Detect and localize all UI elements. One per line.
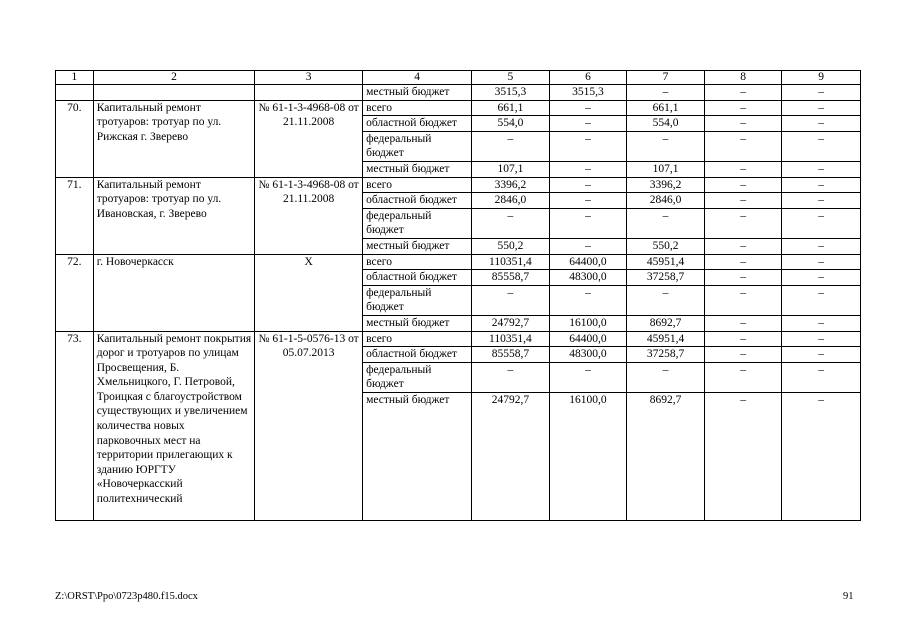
funding-source-cell: областной бюджет — [363, 193, 472, 209]
value-cell: 45951,4 — [627, 331, 705, 347]
value-cell: – — [627, 362, 705, 392]
column-header: 3 — [255, 71, 363, 85]
value-cell: – — [782, 131, 861, 161]
value-cell: 8692,7 — [627, 315, 705, 331]
value-cell: – — [704, 270, 782, 286]
value-cell: – — [782, 85, 861, 101]
table-header-row — [56, 71, 861, 85]
table-row — [56, 254, 861, 270]
value-cell: – — [704, 116, 782, 132]
funding-source-cell: федеральный бюджет — [363, 131, 472, 161]
value-cell: 85558,7 — [472, 270, 550, 286]
value-cell: – — [549, 285, 627, 315]
value-cell: – — [782, 331, 861, 347]
object-name-cell: г. Новочеркасск — [93, 254, 254, 331]
table-row — [56, 100, 861, 116]
value-cell: 37258,7 — [627, 347, 705, 363]
value-cell: – — [627, 131, 705, 161]
value-cell: 85558,7 — [472, 347, 550, 363]
value-cell: – — [782, 161, 861, 177]
value-cell: 110351,4 — [472, 331, 550, 347]
value-cell: – — [704, 100, 782, 116]
funding-source-cell: областной бюджет — [363, 116, 472, 132]
funding-source-cell: местный бюджет — [363, 161, 472, 177]
value-cell: 3396,2 — [472, 177, 550, 193]
value-cell: – — [782, 193, 861, 209]
value-cell: 64400,0 — [549, 331, 627, 347]
value-cell: – — [472, 362, 550, 392]
funding-source-cell: всего — [363, 331, 472, 347]
value-cell: 3515,3 — [549, 85, 627, 101]
value-cell: – — [782, 270, 861, 286]
value-cell: – — [704, 285, 782, 315]
funding-source-cell: областной бюджет — [363, 347, 472, 363]
value-cell: – — [472, 131, 550, 161]
value-cell: – — [549, 238, 627, 254]
value-cell: 45951,4 — [627, 254, 705, 270]
value-cell: – — [704, 392, 782, 520]
value-cell: – — [704, 238, 782, 254]
value-cell: 37258,7 — [627, 270, 705, 286]
value-cell: – — [782, 177, 861, 193]
column-header: 2 — [93, 71, 254, 85]
value-cell: – — [704, 208, 782, 238]
funding-source-cell: местный бюджет — [363, 392, 472, 520]
value-cell: – — [549, 116, 627, 132]
document-number-cell: Х — [255, 254, 363, 331]
value-cell: – — [627, 285, 705, 315]
value-cell: 16100,0 — [549, 392, 627, 520]
column-header: 9 — [782, 71, 861, 85]
value-cell: – — [782, 347, 861, 363]
document-number-cell: № 61-1-5-0576-13 от 05.07.2013 — [255, 331, 363, 520]
value-cell: – — [704, 177, 782, 193]
value-cell: 3515,3 — [472, 85, 550, 101]
value-cell: – — [782, 254, 861, 270]
budget-table — [55, 70, 861, 521]
value-cell: 107,1 — [627, 161, 705, 177]
value-cell: 554,0 — [627, 116, 705, 132]
value-cell: – — [704, 85, 782, 101]
table-row — [56, 331, 861, 347]
value-cell: 24792,7 — [472, 392, 550, 520]
value-cell: 48300,0 — [549, 270, 627, 286]
document-number-cell — [255, 85, 363, 101]
value-cell: 16100,0 — [549, 315, 627, 331]
row-number-cell: 73. — [56, 331, 94, 520]
funding-source-cell: федеральный бюджет — [363, 208, 472, 238]
value-cell: – — [782, 208, 861, 238]
funding-source-cell: федеральный бюджет — [363, 285, 472, 315]
funding-source-cell: всего — [363, 177, 472, 193]
value-cell: 107,1 — [472, 161, 550, 177]
value-cell: – — [549, 100, 627, 116]
row-number-cell — [56, 85, 94, 101]
funding-source-cell: местный бюджет — [363, 85, 472, 101]
value-cell: 661,1 — [472, 100, 550, 116]
value-cell: – — [472, 285, 550, 315]
value-cell: – — [704, 254, 782, 270]
value-cell: 2846,0 — [472, 193, 550, 209]
object-name-cell — [93, 85, 254, 101]
value-cell: – — [704, 362, 782, 392]
funding-source-cell: всего — [363, 100, 472, 116]
page-number: 91 — [843, 591, 854, 602]
column-header: 7 — [627, 71, 705, 85]
value-cell: – — [704, 161, 782, 177]
value-cell: 64400,0 — [549, 254, 627, 270]
value-cell: – — [627, 85, 705, 101]
value-cell: – — [704, 315, 782, 331]
row-number-cell: 71. — [56, 177, 94, 254]
column-header: 6 — [549, 71, 627, 85]
funding-source-cell: федеральный бюджет — [363, 362, 472, 392]
value-cell: – — [549, 161, 627, 177]
value-cell: – — [549, 131, 627, 161]
value-cell: – — [782, 285, 861, 315]
funding-source-cell: всего — [363, 254, 472, 270]
value-cell: – — [782, 362, 861, 392]
value-cell: 661,1 — [627, 100, 705, 116]
value-cell: – — [782, 392, 861, 520]
table-row — [56, 177, 861, 193]
value-cell: – — [782, 238, 861, 254]
column-header: 1 — [56, 71, 94, 85]
funding-source-cell: местный бюджет — [363, 315, 472, 331]
value-cell: – — [704, 193, 782, 209]
value-cell: 3396,2 — [627, 177, 705, 193]
value-cell: – — [704, 347, 782, 363]
column-header: 5 — [472, 71, 550, 85]
row-number-cell: 72. — [56, 254, 94, 331]
value-cell: 550,2 — [472, 238, 550, 254]
value-cell: 8692,7 — [627, 392, 705, 520]
document-number-cell: № 61-1-3-4968-08 от 21.11.2008 — [255, 100, 363, 177]
value-cell: 550,2 — [627, 238, 705, 254]
table-row — [56, 85, 861, 101]
value-cell: 24792,7 — [472, 315, 550, 331]
value-cell: – — [704, 131, 782, 161]
value-cell: 48300,0 — [549, 347, 627, 363]
value-cell: 2846,0 — [627, 193, 705, 209]
file-path-footer: Z:\ORST\Ppo\0723p480.f15.docx — [55, 591, 198, 602]
column-header: 4 — [363, 71, 472, 85]
value-cell: – — [627, 208, 705, 238]
document-number-cell: № 61-1-3-4968-08 от 21.11.2008 — [255, 177, 363, 254]
value-cell: – — [704, 331, 782, 347]
object-name-cell: Капитальный ремонт тротуаров: тротуар по ул. Рижская г. Зверево — [93, 100, 254, 177]
value-cell: – — [549, 177, 627, 193]
funding-source-cell: областной бюджет — [363, 270, 472, 286]
value-cell: 110351,4 — [472, 254, 550, 270]
value-cell: – — [549, 208, 627, 238]
value-cell: – — [549, 362, 627, 392]
value-cell: – — [782, 100, 861, 116]
value-cell: – — [782, 315, 861, 331]
object-name-cell: Капитальный ремонт покрытия дорог и тротуаров по улицам Просвещения, Б. Хмельницкого, Г. Петровой, Троицкая с благоустройством существующих и увеличением количества новых парковочных мест на территории прилегающих к зданию ЮРГТУ «Новочеркасский политехнический — [93, 331, 254, 520]
object-name-cell: Капитальный ремонт тротуаров: тротуар по ул. Ивановская, г. Зверево — [93, 177, 254, 254]
value-cell: – — [549, 193, 627, 209]
value-cell: 554,0 — [472, 116, 550, 132]
row-number-cell: 70. — [56, 100, 94, 177]
value-cell: – — [472, 208, 550, 238]
column-header: 8 — [704, 71, 782, 85]
funding-source-cell: местный бюджет — [363, 238, 472, 254]
value-cell: – — [782, 116, 861, 132]
